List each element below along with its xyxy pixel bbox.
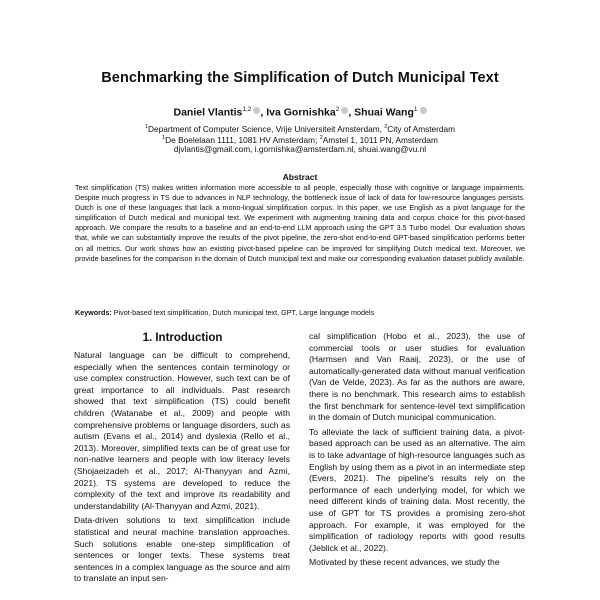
affiliation-marker: 1 [144,124,148,130]
keywords-text: Pivot-based text simplification, Dutch municipal text, GPT, Large language models [113,308,375,317]
paragraph: cal simplification (Hobo et al., 2023), the use of commercial tools or user studies for evaluation (Harmsen and Van Raaij, 2023), or the use of automatically-generated data without manual verification (Van de Velde, 2023). As far as the authors are aware, there is no benchmark. This research aims to establish the first benchmark for sentence-level text simplification in the domain of Dutch municipal communication. [309,331,525,423]
orcid-icon[interactable] [420,107,427,114]
author-emails: djvlantis@gmail.com, i.gornishka@amsterdam.nl, shuai.wang@vu.nl [173,144,427,154]
author-list [0,106,600,119]
paragraph: To alleviate the lack of sufficient training data, a pivot-based approach can be used as an alternative. The aim is to take advantage of high-resource languages such as English by using them as a pivot in an intermediate step (Evers, 2021). The pipeline's results rely on the performance of each underlying model, for which we need different kinds of training data. Most recently, the use of GPT for TS provides a promising zero-shot approach. For example, it was employed for the simplification of radiology reports with good results (Jeblick et al., 2022). [309,426,525,553]
paragraph: Motivated by these recent advances, we study the [309,557,500,568]
abstract-heading: Abstract [282,172,318,182]
author-name: Daniel Vlantis [173,106,243,119]
keywords-label: Keywords: [75,308,112,317]
left-column [74,350,290,588]
affiliation-marker: 2 [319,135,323,141]
affiliation-text: Department of Computer Science, Vrije Universiteit Amsterdam, [147,123,385,134]
section-heading-introduction: 1. Introduction [142,332,223,344]
author-name: Iva Gornishka [266,106,336,119]
author-affiliation-marker: 2 [335,106,340,113]
keywords [75,308,525,318]
paragraph: Data-driven solutions to text simplification include statistical and neural machine translation approaches. Such solutions enable one-step simplification of sentences or longer texts. These systems treat sentences in a complex language as the source and aim to translate an input sen- [74,515,290,584]
paper-title: Benchmarking the Simplification of Dutch Municipal Text [101,70,499,86]
address-text: Amstel 1, 1011 PN, Amsterdam [322,134,438,145]
abstract-text: Text simplification (TS) makes written information more accessible to all people, especially those with cognitive or language impairments. Despite much progress in TS due to advances in NLP technology, the bottleneck issue of lack of data for low-resource languages persists. Dutch is one of these languages that lack a mono-lingual simplification corpus. In this paper, we use English as a pivot language for the simplification of Dutch medical and municipal text. We experiment with augmenting training data and corpus choice for this pivot-based approach. We compare the results to a baseline and an end-to-end LLM approach using the GPT 3.5 Turbo model. Our evaluation shows that, while we can substantially improve the results of the pivot pipeline, the zero-shot end-to-end GPT-based simplification performs better on all metrics. Our work shows how an existing pivot-based pipeline can be improved for simplifying Dutch medical text. Moreover, we provide baselines for the comparison in the domain of Dutch municipal text and make our corresponding evaluation dataset publicly available. [75,183,525,263]
author-separator: , [260,106,267,119]
paragraph: Natural language can be difficult to comprehend, especially when the sentences contain terminology or use complex construction. However, such text can be of great importance to all individuals. Past research showed that text simplification (TS) could benefit children (Watanabe et al., 2009) and people with comprehensive problems or language disorders, such as autism (Evans et al., 2014) and dyslexia (Rello et al., 2013). Moreover, simplified texts can be of great use for non-native learners and people with low literacy levels (Shojaeizadeh et al., 2017; Al-Thanyyan and Azmi, 2021). TS systems are developed to reduce the complexity of the text and improve its readability and understandability (Al-Thanyyan and Azmi, 2021). [74,350,290,511]
author-affiliation-marker: 1,2 [242,106,252,113]
author-affiliation-marker: 1 [413,106,418,113]
author-name: Shuai Wang [354,106,414,119]
author-separator: , [348,106,355,119]
address-text: De Boelelaan 1111, 1081 HV Amsterdam; [165,134,320,145]
affiliation-marker: 1 [162,135,166,141]
right-column [309,331,525,572]
affiliation-marker: 2 [384,124,388,130]
affiliation-text: City of Amsterdam [387,123,456,134]
